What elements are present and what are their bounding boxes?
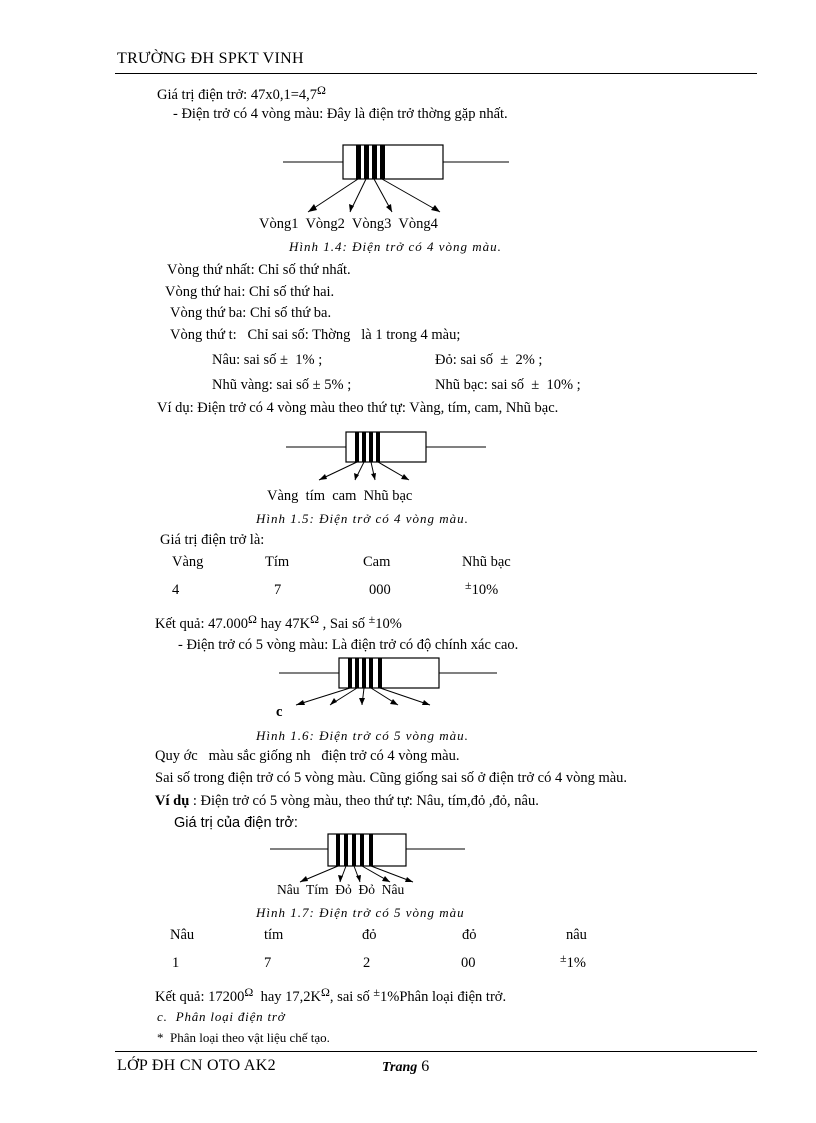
- band-1-desc: Vòng thứ nhất: Chỉ số thứ nhất.: [167, 262, 351, 278]
- arrowhead-4: [401, 474, 409, 480]
- band-4: [369, 658, 373, 688]
- ohm-symbol: Ω: [248, 612, 257, 626]
- example-2: [155, 793, 539, 810]
- footer-rule: [115, 1051, 757, 1052]
- table1-header-4: Nhũ bạc: [462, 554, 511, 570]
- result-2-a: Kết quả: 17200: [155, 989, 245, 1005]
- band-3: [362, 658, 366, 688]
- classification-bullet: * Phân loại theo vật liệu chế tạo.: [157, 1030, 330, 1045]
- table2-header-5: nâu: [566, 927, 587, 943]
- arrowhead-3: [386, 204, 392, 212]
- figure-1-4-resistor: [280, 140, 520, 220]
- ohm-symbol: Ω: [317, 83, 326, 97]
- band-3: [352, 834, 356, 866]
- example-2-text: : Điện trở có 5 vòng màu, theo thứ tự: Nâu, tím,đỏ ,đỏ, nâu.: [189, 793, 539, 809]
- plus-minus: ±: [465, 578, 472, 592]
- band-3: [369, 432, 373, 462]
- band-3-desc: Vòng thứ ba: Chỉ số thứ ba.: [170, 305, 332, 321]
- value-line: [157, 83, 326, 104]
- arrowhead-3: [359, 698, 365, 705]
- table2-value-4: 00: [461, 955, 476, 971]
- page-label: Trang: [382, 1060, 418, 1075]
- plus-minus: ±: [560, 951, 567, 965]
- footer-page: [382, 1058, 429, 1076]
- figure-1-6-label: c: [276, 704, 283, 720]
- arrowhead-5: [405, 877, 413, 882]
- result-1-c: , Sai số: [319, 616, 369, 632]
- result-2: [155, 985, 506, 1006]
- figure-1-5-labels: Vàng tím cam Nhũ bạc: [267, 488, 413, 504]
- table1-header-2: Tím: [265, 554, 290, 570]
- table1-value-3: 000: [369, 582, 391, 598]
- resistor-body: [339, 658, 439, 688]
- band-4-desc: Vòng thứ t: Chỉ sai số: Thờng là 1 trong 4 màu;: [170, 327, 461, 343]
- result-1-b: hay 47K: [256, 616, 311, 632]
- ohm-symbol: Ω: [310, 612, 320, 626]
- figure-1-4-caption: Hình 1.4: Điện trở có 4 vòng màu.: [289, 239, 502, 254]
- band-1: [336, 834, 340, 866]
- result-2-c: , sai số: [329, 989, 374, 1005]
- band-1: [356, 145, 361, 179]
- band-4: [380, 145, 385, 179]
- plus-minus: ±: [373, 985, 381, 999]
- arrowhead-4: [390, 699, 398, 705]
- table2-header-4: đỏ: [462, 927, 477, 943]
- figure-1-4-labels: Vòng1 Vòng2 Vòng3 Vòng4: [259, 216, 438, 232]
- band-3: [372, 145, 377, 179]
- table1-value-1: 4: [172, 582, 180, 598]
- band-1: [355, 432, 359, 462]
- ohm-symbol: Ω: [321, 985, 330, 999]
- band-2: [364, 145, 369, 179]
- header-title: TRƯỜNG ĐH SPKT VINH: [117, 50, 304, 67]
- table1-value-4-text: 10%: [471, 582, 499, 598]
- table1-header-3: Cam: [363, 554, 391, 570]
- tolerance-red: Đỏ: sai số ± 2% ;: [435, 352, 543, 368]
- tolerance-line: Sai số trong điện trở có 5 vòng màu. Cũng giống sai số ở điện trở có 4 vòng màu.: [155, 770, 628, 786]
- figure-1-5-caption: Hình 1.5: Điện trở có 4 vòng màu.: [256, 511, 469, 526]
- arrowhead-1: [319, 474, 327, 480]
- arrowhead-1: [308, 204, 317, 212]
- example-2-label: Ví dụ: [155, 793, 190, 809]
- table1-header-1: Vàng: [172, 554, 204, 570]
- result-1-a: Kết quả: 47.000: [155, 616, 249, 632]
- figure-1-6-resistor: [276, 656, 516, 716]
- band-5: [378, 658, 382, 688]
- band-4: [360, 834, 364, 866]
- tolerance-gold: Nhũ vàng: sai số ± 5% ;: [212, 377, 352, 393]
- table2-value-5-text: 1%: [566, 955, 586, 971]
- arrowhead-4: [431, 205, 440, 212]
- band-2: [355, 658, 359, 688]
- arrowhead-1: [296, 700, 305, 705]
- footer-class: LỚP ĐH CN OTO AK2: [117, 1057, 276, 1074]
- table2-value-3: 2: [363, 955, 371, 971]
- band-1: [348, 658, 352, 688]
- page-number: 6: [421, 1058, 430, 1075]
- example-1: Ví dụ: Điện trở có 4 vòng màu theo thứ tự: Vàng, tím, cam, Nhũ bạc.: [157, 400, 559, 416]
- five-band-intro: - Điện trở có 5 vòng màu: Là điện trở có độ chính xác cao.: [178, 637, 519, 653]
- table1-value-4: [465, 578, 498, 599]
- band-4: [376, 432, 380, 462]
- table2-value-2: 7: [264, 955, 272, 971]
- table2-value-5: [560, 951, 586, 972]
- figure-1-7-labels: Nâu Tím Đỏ Đỏ Nâu: [277, 882, 405, 897]
- table2-header-1: Nâu: [170, 927, 195, 943]
- tolerance-brown: Nâu: sai số ± 1% ;: [212, 352, 323, 368]
- band-2-desc: Vòng thứ hai: Chỉ số thứ hai.: [165, 284, 335, 300]
- figure-1-6-caption: Hình 1.6: Điện trở có 5 vòng màu.: [256, 728, 469, 743]
- section-c-heading: c. Phân loại điện trở: [157, 1009, 286, 1024]
- plus-minus: ±: [368, 612, 376, 626]
- header-rule: [115, 73, 757, 74]
- arrowhead-2: [330, 698, 337, 705]
- value-line-text: Giá trị điện trở: 47x0,1=4,7: [157, 87, 318, 103]
- figure-1-7-caption: Hình 1.7: Điện trở có 5 vòng màu: [256, 905, 465, 920]
- tolerance-silver: Nhũ bạc: sai số ± 10% ;: [435, 377, 581, 393]
- ohm-symbol: Ω: [244, 985, 254, 999]
- figure-1-5-resistor: [283, 430, 503, 490]
- convention-line: Quy ớc màu sắc giống nh điện trở có 4 vòng màu.: [155, 748, 460, 764]
- table2-header-3: đỏ: [362, 927, 377, 943]
- four-band-intro: - Điện trở có 4 vòng màu: Đây là điện trở thờng gặp nhất.: [173, 106, 508, 122]
- arrow-1: [296, 688, 350, 705]
- table2-header-2: tím: [264, 927, 284, 943]
- result-2-e: 1%Phân loại điện trở.: [380, 989, 507, 1005]
- table2-value-1: 1: [172, 955, 180, 971]
- value-is: Giá trị điện trở là:: [160, 532, 265, 548]
- result-1-e: 10%: [375, 616, 402, 632]
- result-1: [155, 612, 402, 633]
- value-of: Giá trị của điện trở:: [174, 815, 298, 831]
- arrow-5: [380, 688, 430, 705]
- arrowhead-2: [338, 875, 343, 882]
- band-2: [344, 834, 348, 866]
- arrowhead-3: [356, 875, 361, 882]
- band-2: [362, 432, 366, 462]
- band-5: [369, 834, 373, 866]
- table1-value-2: 7: [274, 582, 282, 598]
- result-2-b: hay 17,2K: [253, 989, 321, 1005]
- arrowhead-5: [422, 700, 430, 705]
